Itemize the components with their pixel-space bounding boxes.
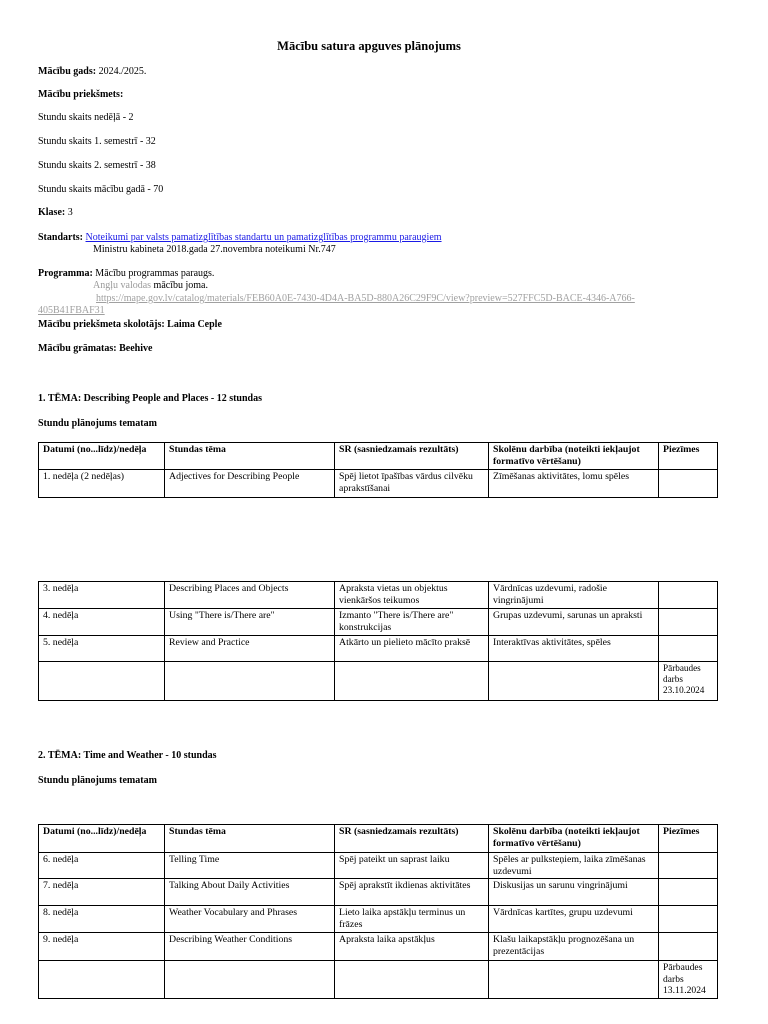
- program-label: Programma:: [38, 268, 93, 279]
- hours-per-week: Stundu skaits nedēļā - 2: [38, 112, 134, 123]
- table-row: [39, 879, 718, 906]
- table-header-row: [39, 443, 718, 470]
- header-notes: Piezīmes: [659, 825, 718, 853]
- theme1-subtitle: Stundu plānojums tematam: [38, 418, 157, 429]
- cell-sr: Izmanto "There is/There are" konstrukcijas: [335, 609, 489, 636]
- cell-date: [39, 662, 165, 701]
- theme2-table: [38, 824, 718, 999]
- cell-topic: [165, 961, 335, 999]
- table-row: [39, 853, 718, 879]
- program-url-part1[interactable]: https://mape.gov.lv/catalog/materials/FEB60A0E-7430-4D4A-BA5D-880A26C29F9C/view?preview=527FFC5D-BACE-4346-A766-: [96, 293, 635, 304]
- cell-notes: [659, 582, 718, 609]
- cell-activity: Zīmēšanas aktivitātes, lomu spēles: [489, 470, 659, 498]
- cell-notes: Pārbaudes darbs 13.11.2024: [659, 961, 718, 999]
- program-line: [38, 268, 214, 280]
- cell-sr: Spēj aprakstīt ikdienas aktivitātes: [335, 879, 489, 906]
- cell-date: 7. nedēļa: [39, 879, 165, 906]
- cell-topic: Describing Weather Conditions: [165, 933, 335, 961]
- header-topic: Stundas tēma: [165, 443, 335, 470]
- cell-topic: Talking About Daily Activities: [165, 879, 335, 906]
- class-line: [38, 207, 73, 219]
- cell-sr: Spēj lietot īpašības vārdus cilvēku aprakstīšanai: [335, 470, 489, 498]
- theme1-table-part2: [38, 581, 718, 701]
- cell-activity: Vārdnīcas uzdevumi, radošie vingrinājumi: [489, 582, 659, 609]
- theme1-table-part1: [38, 442, 718, 498]
- hours-semester-1: Stundu skaits 1. semestrī - 32: [38, 136, 156, 147]
- header-activity: Skolēnu darbība (noteikti iekļaujot formatīvo vērtēšanu): [489, 825, 659, 853]
- cell-sr: [335, 961, 489, 999]
- table-row: [39, 906, 718, 933]
- document-title: Mācību satura apguves plānojums: [277, 39, 461, 53]
- school-year-line: [38, 66, 146, 78]
- program-value: Mācību programmas paraugs.: [95, 268, 215, 279]
- cell-activity: Interaktīvas aktivitātes, spēles: [489, 636, 659, 662]
- table-row: [39, 470, 718, 498]
- cell-topic: Adjectives for Describing People: [165, 470, 335, 498]
- program-area-gray: Angļu valodas: [93, 280, 152, 291]
- cell-date: 6. nedēļa: [39, 853, 165, 879]
- cell-date: 4. nedēļa: [39, 609, 165, 636]
- cell-topic: Telling Time: [165, 853, 335, 879]
- table-row: [39, 636, 718, 662]
- table-header-row: [39, 825, 718, 853]
- cell-date: 5. nedēļa: [39, 636, 165, 662]
- cell-activity: Klašu laikapstākļu prognozēšana un prezentācijas: [489, 933, 659, 961]
- header-date: Datumi (no...līdz)/nedēļa: [39, 825, 165, 853]
- cell-sr: Lieto laika apstākļu terminus un frāzes: [335, 906, 489, 933]
- program-url-part2[interactable]: 405B41FBAF31: [38, 305, 105, 316]
- cell-sr: Apraksta laika apstākļus: [335, 933, 489, 961]
- cell-sr: Atkārto un pielieto mācīto praksē: [335, 636, 489, 662]
- cell-notes: [659, 879, 718, 906]
- cell-notes: Pārbaudes darbs 23.10.2024: [659, 662, 718, 701]
- header-sr: SR (sasniedzamais rezultāts): [335, 825, 489, 853]
- standards-link[interactable]: Noteikumi par valsts pamatizglītības standartu un pamatizglītības programmu paraugiem: [85, 232, 442, 243]
- class-value: 3: [67, 207, 73, 218]
- textbook-line: Mācību grāmatas: Beehive: [38, 343, 153, 354]
- program-area-rest: mācību joma.: [153, 280, 208, 291]
- cell-date: 9. nedēļa: [39, 933, 165, 961]
- cell-notes: [659, 933, 718, 961]
- subject-label: Mācību priekšmets:: [38, 89, 124, 100]
- cell-notes: [659, 470, 718, 498]
- school-year-value: 2024./2025.: [98, 66, 147, 77]
- cell-sr: [335, 662, 489, 701]
- standards-label: Standarts:: [38, 232, 84, 243]
- cell-topic: [165, 662, 335, 701]
- hours-per-year: Stundu skaits mācību gadā - 70: [38, 184, 164, 195]
- cell-topic: Review and Practice: [165, 636, 335, 662]
- standards-line: [38, 232, 442, 244]
- table-row: [39, 582, 718, 609]
- table-row: [39, 662, 718, 701]
- theme1-title: 1. TĒMA: Describing People and Places - 12 stundas: [38, 393, 262, 404]
- header-date: Datumi (no...līdz)/nedēļa: [39, 443, 165, 470]
- cell-date: 3. nedēļa: [39, 582, 165, 609]
- cell-topic: Weather Vocabulary and Phrases: [165, 906, 335, 933]
- header-activity: Skolēnu darbība (noteikti iekļaujot formatīvo vērtēšanu): [489, 443, 659, 470]
- header-notes: Piezīmes: [659, 443, 718, 470]
- cell-activity: Diskusijas un sarunu vingrinājumi: [489, 879, 659, 906]
- cell-sr: Spēj pateikt un saprast laiku: [335, 853, 489, 879]
- table-row: [39, 961, 718, 999]
- school-year-label: Mācību gads:: [38, 66, 97, 77]
- standards-note: Ministru kabineta 2018.gada 27.novembra noteikumi Nr.747: [93, 244, 336, 255]
- program-area-line: [93, 280, 208, 292]
- cell-sr: Apraksta vietas un objektus vienkāršos teikumos: [335, 582, 489, 609]
- cell-activity: Spēles ar pulksteņiem, laika zīmēšanas uzdevumi: [489, 853, 659, 879]
- cell-date: 1. nedēļa (2 nedēļas): [39, 470, 165, 498]
- table-row: [39, 609, 718, 636]
- cell-activity: [489, 662, 659, 701]
- cell-notes: [659, 853, 718, 879]
- header-sr: SR (sasniedzamais rezultāts): [335, 443, 489, 470]
- cell-date: 8. nedēļa: [39, 906, 165, 933]
- cell-topic: Using "There is/There are": [165, 609, 335, 636]
- theme2-title: 2. TĒMA: Time and Weather - 10 stundas: [38, 750, 217, 761]
- cell-date: [39, 961, 165, 999]
- teacher-line: Mācību priekšmeta skolotājs: Laima Ceple: [38, 319, 222, 330]
- cell-notes: [659, 906, 718, 933]
- cell-activity: [489, 961, 659, 999]
- theme2-subtitle: Stundu plānojums tematam: [38, 775, 157, 786]
- cell-notes: [659, 609, 718, 636]
- hours-semester-2: Stundu skaits 2. semestrī - 38: [38, 160, 156, 171]
- cell-activity: Grupas uzdevumi, sarunas un apraksti: [489, 609, 659, 636]
- cell-activity: Vārdnīcas kartītes, grupu uzdevumi: [489, 906, 659, 933]
- cell-notes: [659, 636, 718, 662]
- table-row: [39, 933, 718, 961]
- class-label: Klase:: [38, 207, 66, 218]
- cell-topic: Describing Places and Objects: [165, 582, 335, 609]
- header-topic: Stundas tēma: [165, 825, 335, 853]
